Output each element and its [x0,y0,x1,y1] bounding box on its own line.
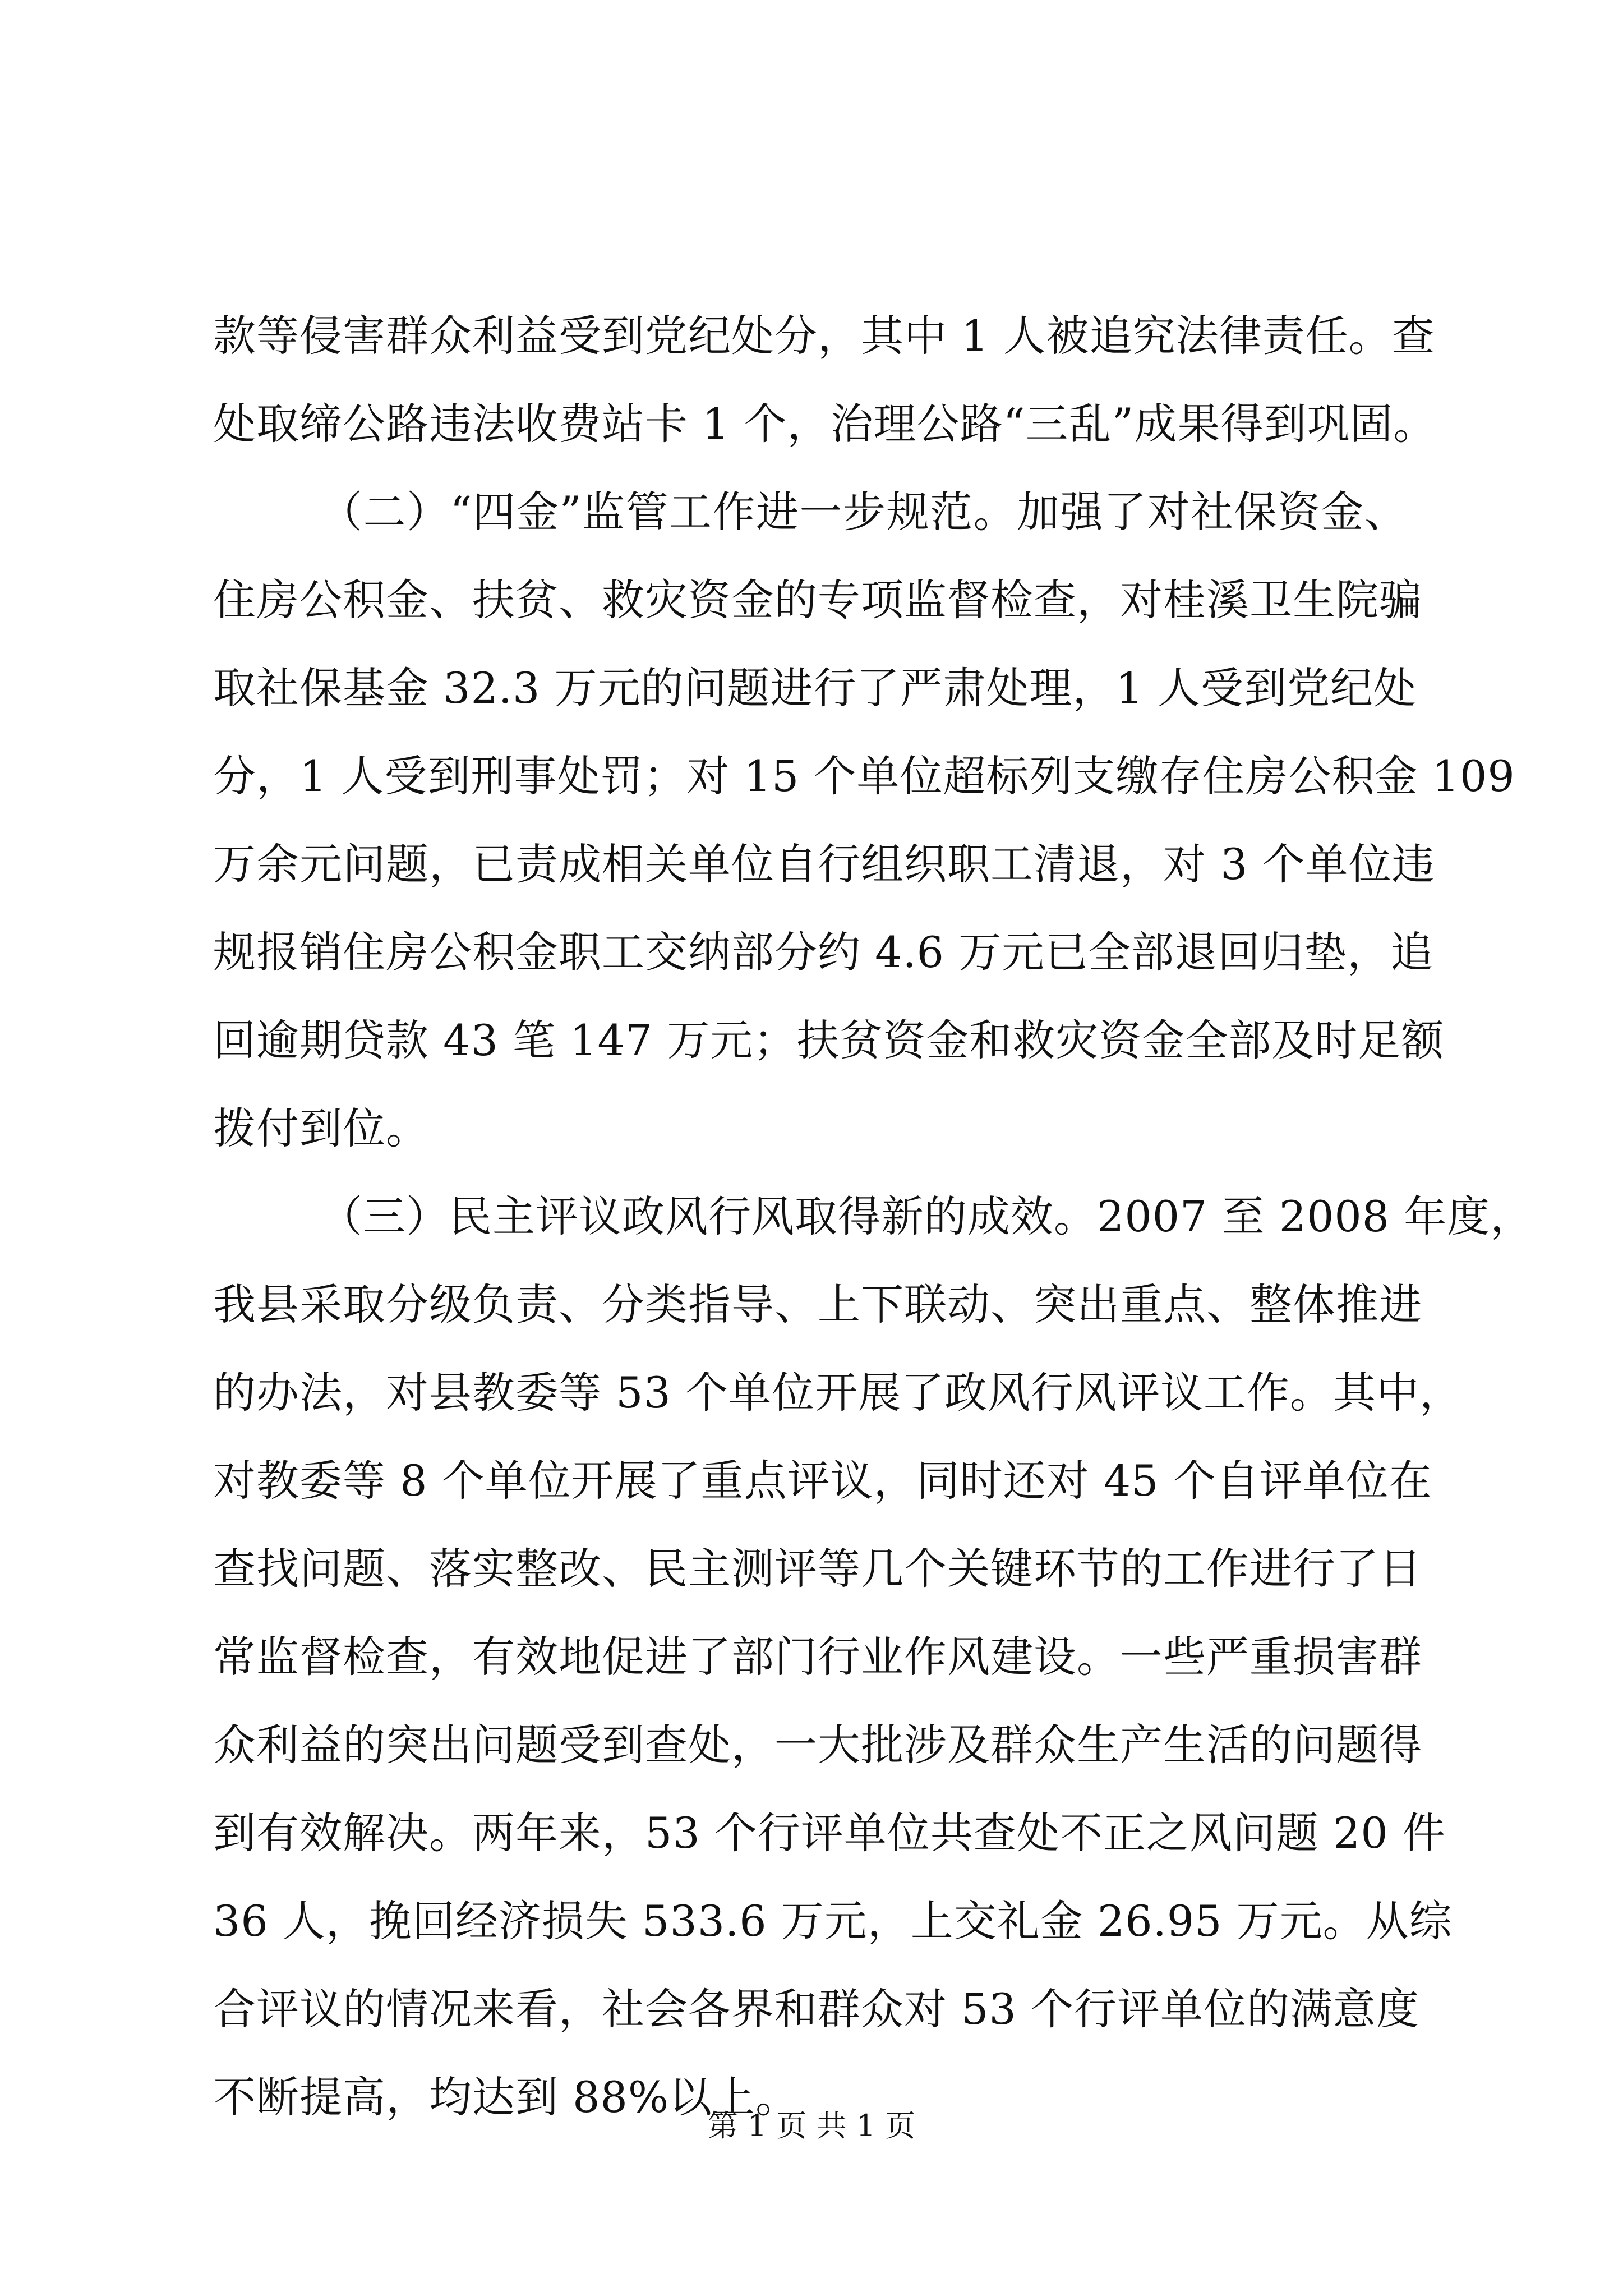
text-line: 规报销住房公积金职工交纳部分约 4.6 万元已全部退回归垫，追 [213,927,1434,977]
text-line: 对教委等 8 个单位开展了重点评议，同时还对 45 个自评单位在 [213,1456,1432,1506]
text-line: 处取缔公路违法收费站卡 1 个，治理公路“三乱”成果得到巩固。 [213,399,1437,449]
text-line: 的办法，对县教委等 53 个单位开展了政风行风评议工作。其中， [213,1368,1463,1418]
text-line: 到有效解决。两年来，53 个行评单位共查处不正之风问题 20 件 [213,1808,1446,1858]
text-line: 众利益的突出问题受到查处，一大批涉及群众生产生活的问题得 [213,1720,1422,1770]
page-footer: 第 1 页 共 1 页 [707,2108,916,2143]
text-line: 款等侵害群众利益受到党纪处分，其中 1 人被追究法律责任。查 [213,311,1435,361]
text-line: 分，1 人受到刑事处罚；对 15 个单位超标列支缴存住房公积金 109 [213,751,1515,801]
text-line: 36 人，挽回经济损失 533.6 万元，上交礼金 26.95 万元。从综 [213,1896,1453,1946]
text-line: 住房公积金、扶贫、救灾资金的专项监督检查，对桂溪卫生院骗 [213,575,1422,625]
text-line: 查找问题、落实整改、民主测评等几个关键环节的工作进行了日 [213,1544,1422,1594]
text-line: （二）“四金”监管工作进一步规范。加强了对社保资金、 [320,487,1408,537]
document-body [213,292,1534,2141]
text-line: 合评议的情况来看，社会各界和群众对 53 个行评单位的满意度 [213,1984,1420,2034]
text-line: 不断提高，均达到 88%以上。 [213,2072,799,2122]
text-line: 常监督检查，有效地促进了部门行业作风建设。一些严重损害群 [213,1632,1422,1682]
text-line: （三）民主评议政风行风取得新的成效。2007 至 2008 年度， [320,1191,1534,1241]
text-line: 万余元问题，已责成相关单位自行组织职工清退，对 3 个单位违 [213,839,1435,889]
text-line: 回逾期贷款 43 笔 147 万元；扶贫资金和救灾资金全部及时足额 [213,1015,1445,1065]
text-line: 拨付到位。 [213,1103,429,1153]
text-line: 我县采取分级负责、分类指导、上下联动、突出重点、整体推进 [213,1280,1422,1329]
text-line: 取社保基金 32.3 万元的问题进行了严肃处理，1 人受到党纪处 [213,663,1417,713]
